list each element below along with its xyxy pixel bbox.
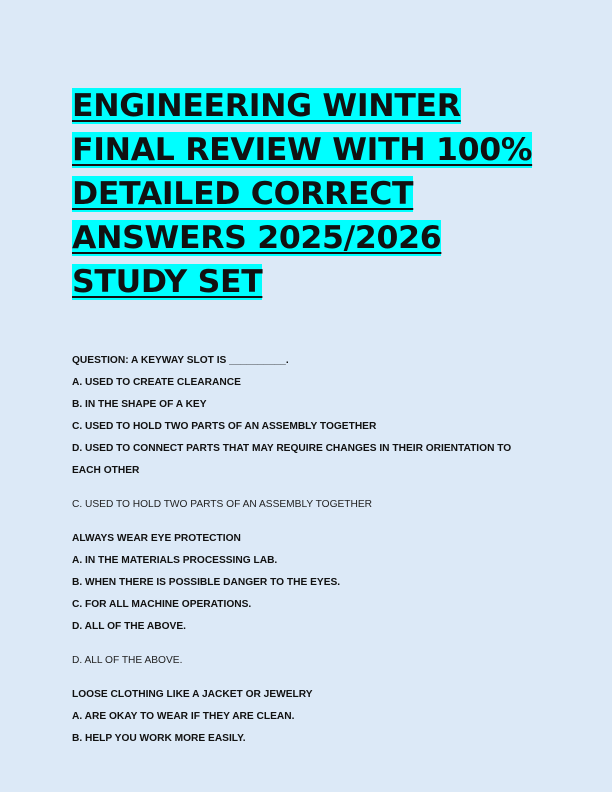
- option-a: A. IN THE MATERIALS PROCESSING LAB.: [72, 555, 278, 566]
- option-a: A. USED TO CREATE CLEARANCE: [72, 377, 241, 388]
- question-text: QUESTION: A KEYWAY SLOT IS __________.: [72, 355, 289, 366]
- option-d: D. USED TO CONNECT PARTS THAT MAY REQUIRE CHANGES IN THEIR ORIENTATION TO EACH OTHER: [72, 443, 512, 476]
- answer-text: C. USED TO HOLD TWO PARTS OF AN ASSEMBLY TOGETHER: [72, 499, 373, 510]
- option-a: A. ARE OKAY TO WEAR IF THEY ARE CLEAN.: [72, 711, 295, 722]
- question-text: LOOSE CLOTHING LIKE A JACKET OR JEWELRY: [72, 689, 313, 700]
- question-list: [72, 350, 542, 750]
- option-c: C. USED TO HOLD TWO PARTS OF AN ASSEMBLY TOGETHER: [72, 421, 377, 432]
- option-b: B. WHEN THERE IS POSSIBLE DANGER TO THE EYES.: [72, 577, 341, 588]
- question-block-1: [72, 350, 542, 516]
- question-block-3: [72, 684, 542, 750]
- question-block-2: [72, 528, 542, 672]
- document-title: [72, 84, 542, 304]
- option-b: B. HELP YOU WORK MORE EASILY.: [72, 733, 246, 744]
- document-page: [72, 84, 542, 762]
- question-text: ALWAYS WEAR EYE PROTECTION: [72, 533, 241, 544]
- option-b: B. IN THE SHAPE OF A KEY: [72, 399, 207, 410]
- answer-text: D. ALL OF THE ABOVE.: [72, 655, 183, 666]
- option-d: D. ALL OF THE ABOVE.: [72, 621, 186, 632]
- option-c: C. FOR ALL MACHINE OPERATIONS.: [72, 599, 252, 610]
- title-highlight: ENGINEERING WINTER FINAL REVIEW WITH 100% DETAILED CORRECT ANSWERS 2025/2026 STUDY SET: [72, 88, 533, 300]
